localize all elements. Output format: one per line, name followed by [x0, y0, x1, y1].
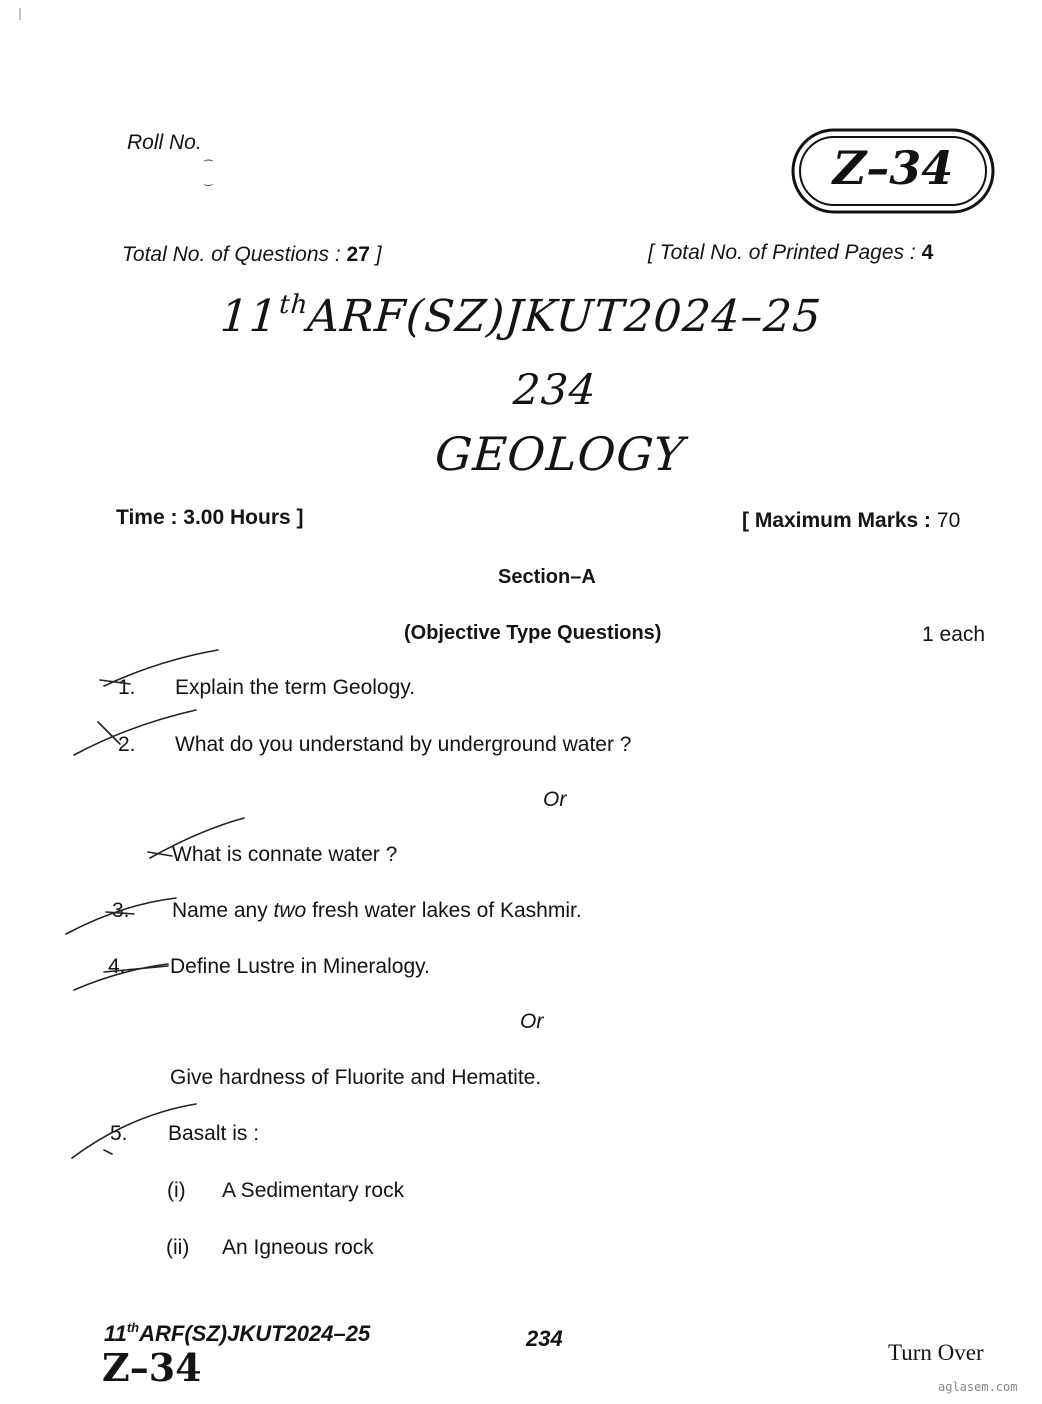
option-text: A Sedimentary rock — [222, 1179, 405, 1202]
footer-code-text: ARF(SZ)JKUT2024–25 — [139, 1321, 371, 1346]
subject-title: GEOLOGY — [433, 427, 687, 481]
total-questions — [122, 243, 382, 267]
paper-code-badge — [790, 127, 996, 215]
total-questions-value: 27 — [346, 243, 370, 266]
footer-subject-code: 234 — [526, 1326, 563, 1351]
or-separator: Or — [543, 788, 567, 811]
footer-grade: 11 — [104, 1321, 127, 1346]
alternative-question-text: Give hardness of Fluorite and Hematite. — [170, 1066, 542, 1089]
exam-code-title — [0, 290, 1042, 342]
option-label: (ii) — [166, 1236, 190, 1259]
alternative-question-text: What is connate water ? — [172, 843, 398, 866]
question-text-emphasis: two — [273, 899, 307, 922]
or-separator: Or — [520, 1010, 544, 1033]
question-text: What do you understand by underground water ? — [175, 733, 632, 756]
total-pages-label: [ Total No. of Printed Pages : — [648, 241, 916, 264]
roll-no-marks: ⁀ ‿ — [204, 161, 213, 186]
paper-code: Z–34 — [832, 141, 954, 195]
question-text: Basalt is : — [168, 1122, 260, 1145]
question-number: 3. — [112, 899, 130, 922]
maximum-marks-value: 70 — [936, 509, 961, 532]
section-heading: Section–A — [498, 566, 596, 588]
question-number: 5. — [110, 1122, 128, 1145]
question-text-part: Name any — [172, 899, 274, 922]
section-type: (Objective Type Questions) — [404, 622, 662, 644]
question-number: 4. — [108, 955, 126, 978]
total-pages — [648, 241, 933, 265]
total-questions-label: Total No. of Questions : — [122, 243, 341, 266]
question-number: 1. — [118, 676, 136, 699]
question-text: Explain the term Geology. — [175, 676, 416, 699]
footer-paper-code: Z–34 — [102, 1345, 202, 1390]
marks-each: 1 each — [922, 623, 986, 646]
question-text: Define Lustre in Mineralogy. — [170, 955, 430, 978]
question-text-part: fresh water lakes of Kashmir. — [306, 899, 582, 922]
question-text — [172, 899, 582, 923]
maximum-marks-label: [ Maximum Marks : — [742, 509, 932, 532]
total-pages-value: 4 — [921, 241, 934, 264]
time-allowed: Time : 3.00 Hours ] — [116, 506, 304, 529]
turn-over-label: Turn Over — [888, 1340, 984, 1365]
exam-code: ARF(SZ)JKUT2024–25 — [305, 291, 824, 342]
grade-number: 11 — [218, 291, 281, 342]
watermark: aglasem.com — [938, 1380, 1018, 1394]
option-label: (i) — [167, 1179, 186, 1202]
maximum-marks — [742, 509, 960, 533]
grade-suffix: th — [278, 290, 310, 320]
bracket-close: ] — [369, 243, 382, 266]
footer-exam-code — [104, 1320, 370, 1347]
question-number: 2. — [118, 733, 136, 756]
footer-grade-suffix: th — [126, 1320, 140, 1335]
option-text: An Igneous rock — [222, 1236, 374, 1259]
roll-no-label: Roll No. — [127, 131, 202, 154]
subject-code: 234 — [511, 365, 599, 414]
